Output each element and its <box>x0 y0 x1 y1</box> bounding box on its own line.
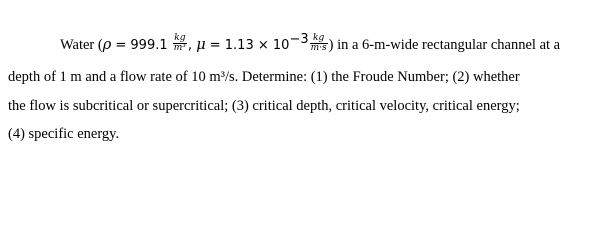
problem-line-4: (4) specific energy. <box>8 126 120 142</box>
problem-line-1 <box>60 31 561 55</box>
viscosity-value: = 1.13 × 10 <box>205 37 290 53</box>
density-value: = 999.1 <box>111 37 172 53</box>
line1-suffix: ) in a 6-m-wide rectangular channel at a <box>328 36 561 53</box>
mu-symbol: μ <box>196 36 206 53</box>
viscosity-unit <box>310 34 328 53</box>
viscosity-exponent: −3 <box>289 31 309 47</box>
density-unit <box>173 34 187 53</box>
separator: , <box>187 37 197 53</box>
density-unit-numerator: kg <box>174 33 186 43</box>
problem-line-3: the flow is subcritical or supercritical; (3) critical depth, critical velocity, critical energy; <box>8 98 520 114</box>
viscosity-unit-numerator: kg <box>310 34 328 44</box>
density-unit-denominator: m³ <box>173 43 186 53</box>
problem-line-2: depth of 1 m and a flow rate of 10 m³/s. Determine: (1) the Froude Number; (2) whether <box>8 69 520 85</box>
viscosity-unit-denominator: m·s <box>310 43 327 53</box>
rho-symbol: ρ <box>102 36 112 53</box>
line1-prefix: Water ( <box>60 36 103 53</box>
